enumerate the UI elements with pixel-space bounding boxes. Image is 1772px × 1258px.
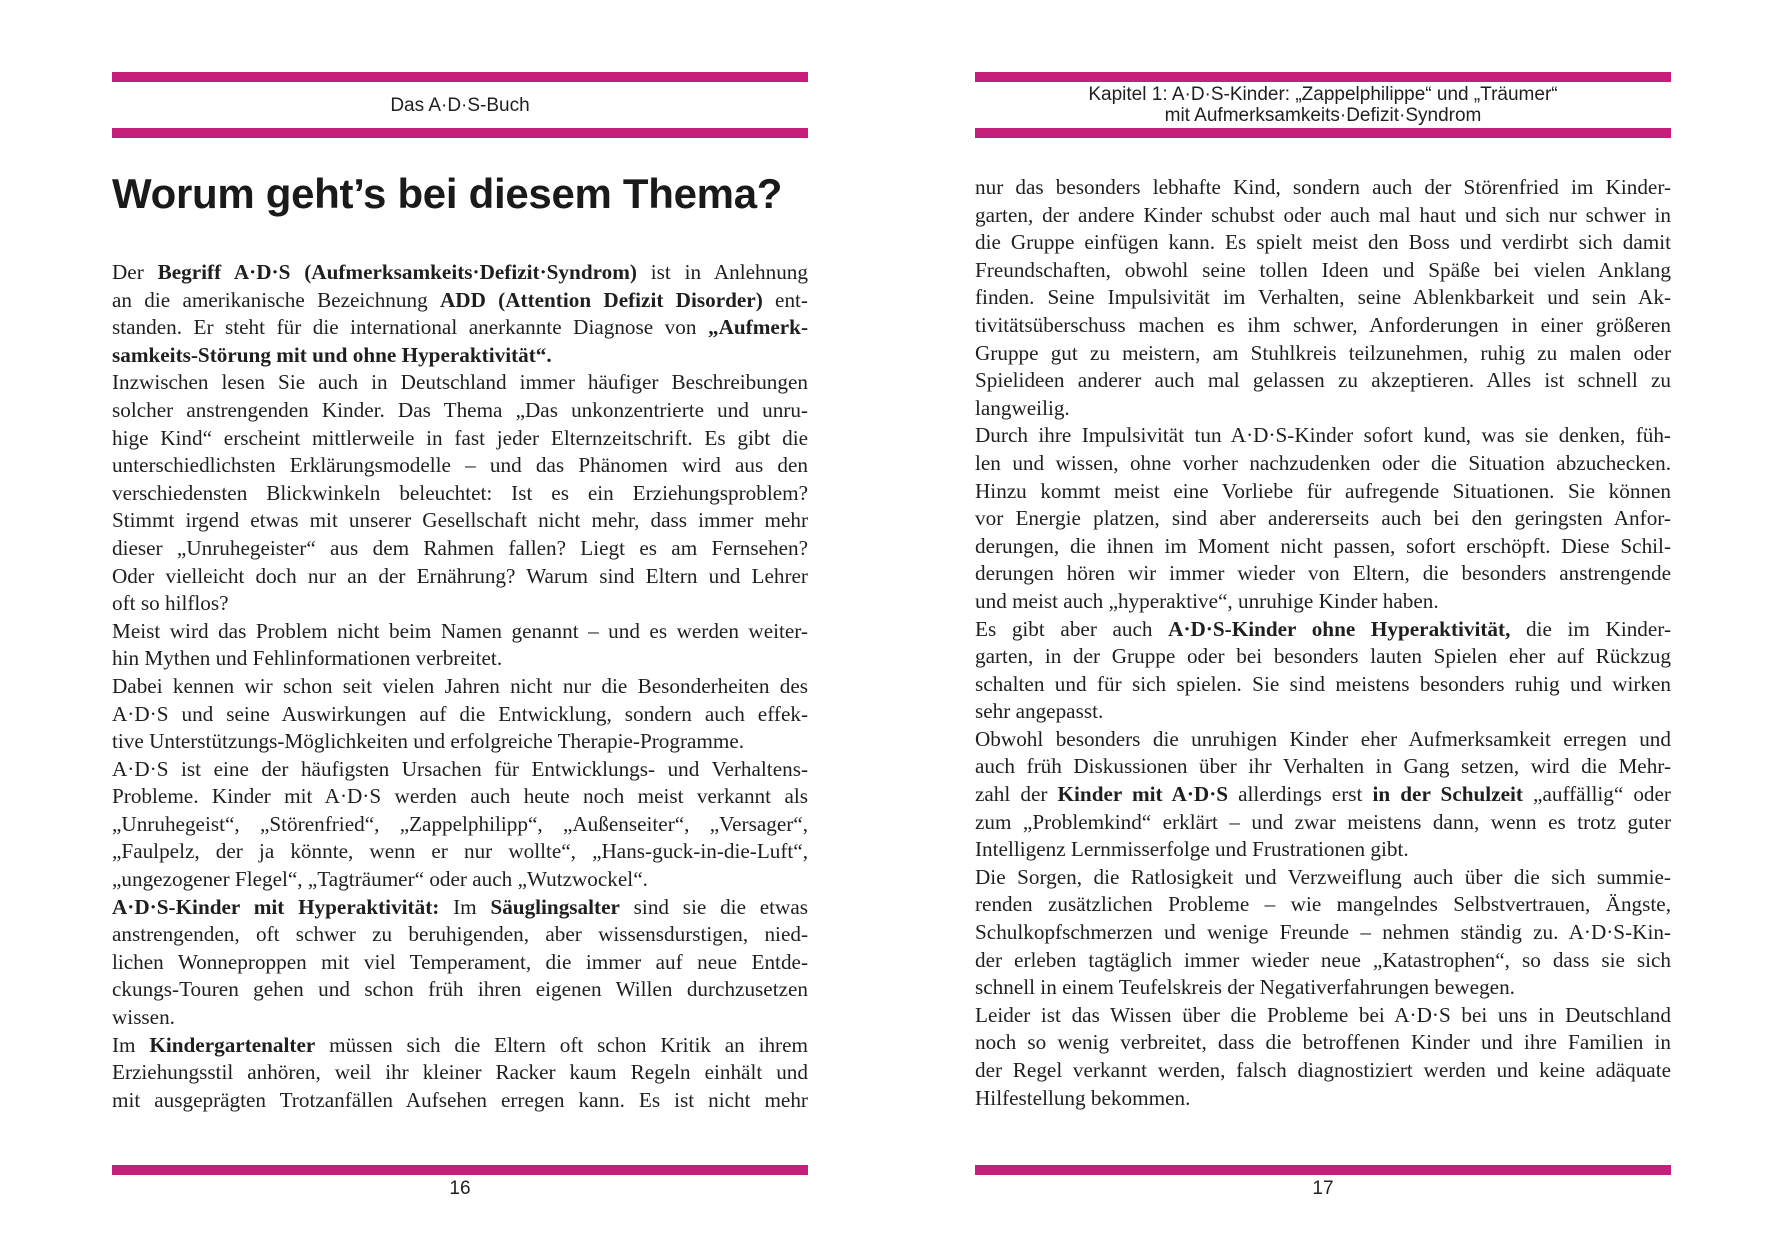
text-run: ent- [762, 287, 808, 312]
text-line [112, 259, 808, 287]
text-line [975, 947, 1671, 975]
text-line [975, 174, 1671, 202]
text-run: noch so wenig verbreitet, dass die betroffenen Kinder und ihre Familien in [975, 1030, 1671, 1055]
text-run: ckungs-Touren gehen und schon früh ihren eigenen Willen durchzusetzen [112, 977, 808, 1002]
text-line [112, 756, 808, 784]
text-line [975, 726, 1671, 754]
text-line [975, 753, 1671, 781]
text-line [975, 367, 1671, 395]
right-page [975, 0, 1671, 1258]
text-line [112, 1059, 808, 1087]
text-run: langweilig. [975, 395, 1070, 420]
text-line [975, 643, 1671, 671]
text-run: Spielideen anderer auch mal gelassen zu akzeptieren. Alles ist schnell zu [975, 368, 1671, 393]
text-run: die Gruppe einfügen kann. Es spielt meist den Boss und verdirbt sich damit [975, 230, 1671, 255]
bold-term: Kinder mit A·D·S [1057, 782, 1229, 807]
text-line [112, 728, 808, 756]
chapter-heading: Worum geht’s bei diesem Thema? [112, 170, 783, 217]
text-run: schnell in einem Teufelskreis der Negativerfahrungen bewegen. [975, 975, 1515, 1000]
text-line [112, 535, 808, 563]
text-run: Es gibt aber auch [975, 616, 1169, 641]
text-run: die im Kinder- [1510, 616, 1671, 641]
text-run: dieser „Unruhegeister“ aus dem Rahmen fallen? Liegt es am Fernsehen? [112, 535, 808, 560]
text-line [975, 864, 1671, 892]
text-run: Meist wird das Problem nicht beim Namen genannt – und es werden weiter- [112, 618, 808, 643]
text-run: Inzwischen lesen Sie auch in Deutschland immer häufiger Beschreibungen [112, 370, 808, 395]
text-line [112, 866, 808, 894]
text-run: tivitätsüberschuss machen es ihm schwer, Anforderungen in einer größeren [975, 312, 1671, 337]
text-line [975, 533, 1671, 561]
text-line [975, 450, 1671, 478]
text-line [975, 1002, 1671, 1030]
text-run: wissen. [112, 1005, 175, 1030]
text-run: Freundschaften, obwohl seine tollen Ideen und Späße bei vielen Anklang [975, 257, 1671, 282]
running-head [112, 84, 808, 126]
bold-term: Begriff A·D·S (Aufmerksamkeits·Defizit·Syndrom) [157, 260, 637, 284]
text-run: standen. Er steht für die international anerkannte Diagnose von [112, 315, 708, 340]
bold-term: ADD (Attention Defizit Disorder) [439, 287, 763, 312]
text-run: len und wissen, ohne vorher nachzudenken oder die Situation abzuchecken. [975, 450, 1671, 475]
text-line [112, 811, 808, 839]
text-line [112, 425, 808, 453]
bold-term: A·D·S-Kinder ohne Hyperaktivität, [1168, 616, 1511, 641]
text-run: „Faulpelz, der ja könnte, wenn er nur wollte“, „Hans-guck-in-die-Luft“, [112, 839, 808, 864]
text-run: nur das besonders lebhafte Kind, sondern auch der Störenfried im Kinder- [975, 175, 1671, 199]
text-run: allerdings erst [1228, 782, 1373, 807]
text-run: Probleme. Kinder mit A·D·S werden auch heute noch meist verkannt als [112, 784, 808, 809]
text-run: Dabei kennen wir schon seit vielen Jahren nicht nur die Besonderheiten des [112, 673, 808, 698]
text-run: schalten und für sich spielen. Sie sind meistens besonders ruhig und wirken [975, 671, 1671, 696]
text-line [112, 590, 808, 618]
text-line [112, 397, 808, 425]
text-line [112, 976, 808, 1004]
text-run: „Unruhegeist“, „Störenfried“, „Zappelphilipp“, „Außenseiter“, „Versager“, [112, 811, 808, 836]
text-line [112, 287, 808, 315]
text-run: Intelligenz Lernmisserfolge und Frustrationen gibt. [975, 837, 1409, 862]
text-line [975, 588, 1671, 616]
text-run: lichen Wonneproppen mit viel Temperament, die immer auf neue Entde- [112, 949, 808, 974]
text-run: Oder vielleicht doch nur an der Ernährung? Warum sind Eltern und Lehrer [112, 563, 808, 588]
text-line [975, 836, 1671, 864]
text-run: finden. Seine Impulsivität im Verhalten, seine Ablenkbarkeit und sein Ak- [975, 285, 1671, 310]
text-line [975, 202, 1671, 230]
text-line [112, 921, 808, 949]
header-rule-bottom [975, 128, 1671, 138]
text-line [112, 342, 808, 370]
running-head-text: Das A·D·S-Buch [390, 94, 530, 116]
text-line [112, 369, 808, 397]
text-run: „ungezogener Flegel“, „Tagträumer“ oder auch „Wutzwockel“. [112, 867, 648, 892]
text-run: an die amerikanische Bezeichnung [112, 287, 440, 312]
text-line [975, 1029, 1671, 1057]
text-run: sehr angepasst. [975, 699, 1104, 724]
text-run: vor Energie platzen, sind aber andererseits auch bei den geringsten Anfor- [975, 506, 1671, 531]
text-line [975, 698, 1671, 726]
text-run: zum „Problemkind“ erklärt – und zwar meistens dann, wenn es trotz guter [975, 809, 1671, 834]
bold-term: in der Schulzeit [1372, 782, 1523, 807]
bold-term: Säuglingsalter [490, 894, 620, 919]
page-number: 16 [449, 1178, 471, 1199]
text-line [112, 1087, 808, 1115]
text-run: auch früh Diskussionen über ihr Verhalten in Gang setzen, wird die Mehr- [975, 754, 1671, 779]
text-line [112, 618, 808, 646]
text-run: der Regel verkannt werden, falsch diagnostiziert werden und keine adäquate [975, 1058, 1671, 1082]
text-line [975, 395, 1671, 423]
bold-term: „Aufmerk- [707, 315, 808, 340]
page-number: 17 [1312, 1178, 1334, 1199]
text-run: oft so hilflos? [112, 591, 229, 616]
text-run: Gruppe gut zu meistern, am Stuhlkreis teilzunehmen, ruhig zu malen oder [975, 340, 1671, 365]
body-text [975, 174, 1671, 1112]
text-line [975, 505, 1671, 533]
text-run: renden zusätzlichen Probleme – wie mangelndes Selbstvertrauen, Ängste, [975, 892, 1671, 917]
text-run: und meist auch „hyperaktive“, unruhige Kinder haben. [975, 588, 1439, 613]
text-line [975, 422, 1671, 450]
text-line [975, 781, 1671, 809]
text-line [975, 671, 1671, 699]
text-line [112, 701, 808, 729]
header-rule-bottom [112, 128, 808, 138]
text-run: Hinzu kommt meist eine Vorliebe für aufregende Situationen. Sie können [975, 478, 1671, 503]
text-run: Stimmt irgend etwas mit unserer Gesellschaft nicht mehr, dass immer mehr [112, 508, 808, 533]
left-page [112, 0, 808, 1258]
text-line [112, 783, 808, 811]
text-line [112, 1004, 808, 1032]
text-run: Der [112, 260, 158, 284]
text-line [112, 1032, 808, 1060]
text-run: Obwohl besonders die unruhigen Kinder eher Aufmerksamkeit erregen und [975, 726, 1671, 751]
text-line [975, 284, 1671, 312]
bold-term: A·D·S-Kinder mit Hyperaktivität: [112, 894, 440, 919]
text-line [975, 312, 1671, 340]
text-line [112, 480, 808, 508]
text-line [112, 894, 808, 922]
header-rule-top [975, 72, 1671, 82]
text-run: der erleben tagtäglich immer wieder neue „Katastrophen“, so dass sie sich [975, 947, 1671, 972]
text-run: garten, in der Gruppe oder bei besonders lauten Spielen eher auf Rückzug [975, 644, 1671, 669]
text-run: Durch ihre Impulsivität tun A·D·S-Kinder sofort kund, was sie denken, füh- [975, 423, 1671, 448]
text-run: zahl der [975, 782, 1058, 807]
text-run: Schulkopfschmerzen und wenige Freunde – nehmen ständig zu. A·D·S-Kin- [975, 920, 1671, 945]
text-line [112, 645, 808, 673]
footer-rule [975, 1165, 1671, 1175]
text-line [112, 838, 808, 866]
running-head [975, 84, 1671, 126]
text-run: tive Unterstützungs-Möglichkeiten und erfolgreiche Therapie-Programme. [112, 729, 745, 754]
text-run: derungen hören wir immer wieder von Eltern, die besonders anstrengende [975, 561, 1671, 586]
text-run: Im [112, 1032, 150, 1057]
text-line [112, 673, 808, 701]
text-run: A·D·S und seine Auswirkungen auf die Entwicklung, sondern auch effek- [112, 701, 808, 726]
text-run: hin Mythen und Fehlinformationen verbreitet. [112, 646, 503, 671]
running-head-line-2: mit Aufmerksamkeits·Defizit·Syndrom [1164, 105, 1482, 126]
bold-term: Kindergartenalter [149, 1032, 316, 1057]
running-head-line-1: Kapitel 1: A·D·S-Kinder: „Zappelphilippe“ und „Träumer“ [1088, 84, 1558, 105]
text-line [975, 478, 1671, 506]
text-line [975, 616, 1671, 644]
header-rule-top [112, 72, 808, 82]
text-line [975, 1085, 1671, 1113]
text-run: müssen sich die Eltern oft schon Kritik an ihrem [315, 1032, 808, 1057]
text-run: verschiedensten Blickwinkeln beleuchtet: Ist es ein Erziehungsproblem? [112, 480, 808, 505]
text-run: „auffällig“ oder [1522, 782, 1671, 807]
text-line [975, 257, 1671, 285]
body-text [112, 259, 808, 1114]
text-run: mit ausgeprägten Trotzanfällen Aufsehen erregen kann. Es ist nicht mehr [112, 1087, 808, 1112]
text-run: Die Sorgen, die Ratlosigkeit und Verzweiflung auch über die sich summie- [975, 864, 1671, 889]
text-run: Hilfestellung bekommen. [975, 1085, 1191, 1110]
text-line [112, 507, 808, 535]
text-run: anstrengenden, oft schwer zu beruhigenden, aber wissensdurstigen, nied- [112, 922, 808, 947]
text-run: Leider ist das Wissen über die Probleme bei A·D·S bei uns in Deutschland [975, 1002, 1671, 1027]
text-line [975, 560, 1671, 588]
text-line [112, 949, 808, 977]
text-line [975, 809, 1671, 837]
text-line [975, 974, 1671, 1002]
text-line [975, 229, 1671, 257]
text-line [112, 314, 808, 342]
bold-term: samkeits-Störung mit und ohne Hyperaktivität“. [112, 342, 552, 367]
text-run: sind sie die etwas [619, 894, 808, 919]
text-run: solcher anstrengenden Kinder. Das Thema „Das unkonzentrierte und unru- [112, 397, 808, 422]
text-line [975, 919, 1671, 947]
text-run: derungen, die ihnen im Moment nicht passen, sofort erschöpft. Diese Schil- [975, 533, 1671, 558]
text-line [975, 1057, 1671, 1085]
text-run: ist in Anlehnung [636, 260, 808, 284]
text-line [975, 340, 1671, 368]
text-run: A·D·S ist eine der häufigsten Ursachen für Entwicklungs- und Verhaltens- [112, 756, 808, 781]
footer-rule [112, 1165, 808, 1175]
text-run: garten, der andere Kinder schubst oder auch mal haut und sich nur schwer in [975, 202, 1671, 227]
text-run: Im [439, 894, 491, 919]
text-run: hige Kind“ erscheint mittlerweile in fast jeder Elternzeitschrift. Es gibt die [112, 425, 808, 450]
text-run: Erziehungsstil anhören, weil ihr kleiner Racker kaum Regeln einhält und [112, 1060, 808, 1085]
text-line [975, 891, 1671, 919]
text-line [112, 563, 808, 591]
text-run: unterschiedlichsten Erklärungsmodelle – und das Phänomen wird aus den [112, 453, 808, 478]
text-line [112, 452, 808, 480]
